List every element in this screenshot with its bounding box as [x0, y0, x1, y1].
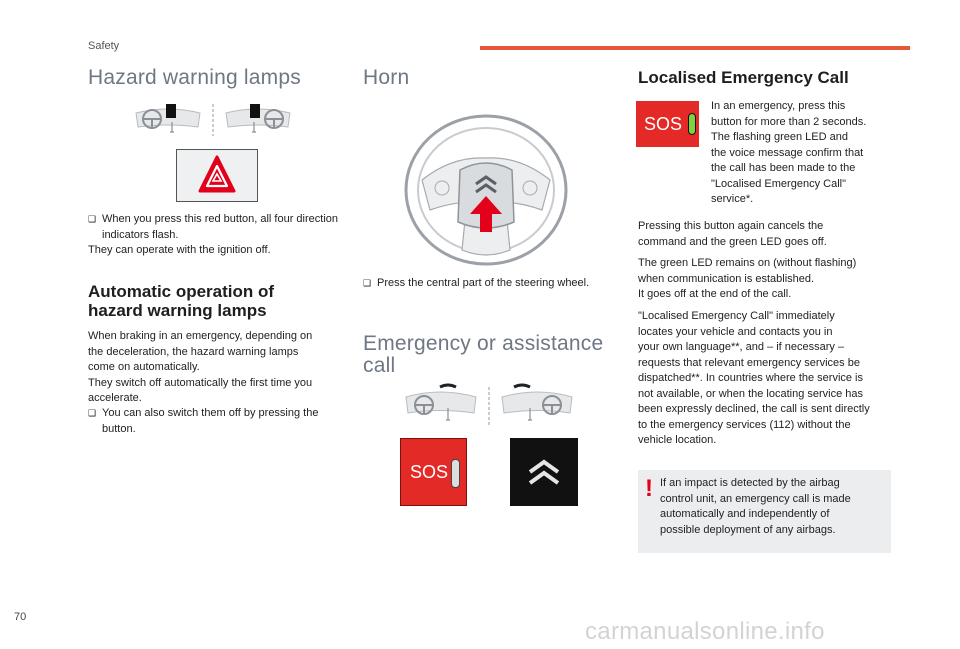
bullet-mark-icon: ❑	[363, 278, 372, 288]
horn-title: Horn	[363, 66, 410, 89]
text-line: not available, or when the locating service has	[638, 387, 864, 400]
page-number: 70	[14, 611, 27, 623]
text-line: dispatched**. In countries where the service is	[638, 372, 864, 384]
localised-sos-label: SOS	[644, 114, 683, 134]
hazard-title: Hazard warning lamps	[88, 66, 301, 89]
text-line: been expressly declined, the call is sent directly	[638, 403, 870, 415]
text-line: come on automatically.	[88, 361, 200, 373]
text-line: service*.	[711, 193, 754, 205]
horn-bullet-text: Press the central part of the steering wheel.	[377, 277, 590, 289]
text-line: the call has been made to the	[711, 162, 856, 174]
auto-hazard-bullet-text: You can also switch them off by pressing the button.	[102, 407, 319, 435]
text-line: control unit, an emergency call is made	[660, 492, 851, 505]
text-line: your own language**, and – if necessary –	[638, 341, 845, 353]
text-line: when communication is established.	[638, 272, 815, 285]
section-label: Safety	[88, 40, 120, 52]
text-line: It goes off at the end of the call.	[638, 288, 792, 300]
text-line: Pressing this button again cancels the	[638, 220, 824, 232]
localised-sos-button	[636, 101, 699, 147]
auto-hazard-title-line2: hazard warning lamps	[88, 301, 267, 320]
header-accent-bar	[480, 46, 910, 50]
hazard-button-illustration	[176, 149, 258, 202]
text-line: When braking in an emergency, depending on	[88, 330, 313, 342]
horn-bullet	[363, 276, 627, 292]
text-line: locates your vehicle and contacts you in	[638, 325, 833, 338]
text-line: They switch off automatically the first time you	[88, 376, 313, 389]
text-line: In an emergency, press this	[711, 100, 846, 112]
hazard-bullet-text: When you press this red button, all four direction indicators flash.	[102, 213, 339, 241]
sos-label: SOS	[410, 462, 449, 482]
text-line: the deceleration, the hazard warning lamps	[88, 345, 299, 358]
emergency-title-line2: call	[363, 354, 396, 377]
text-line: The green LED remains on (without flashing)	[638, 257, 857, 269]
emergency-location-illustration	[400, 383, 578, 429]
text-line: The flashing green LED and	[711, 131, 848, 143]
localised-title: Localised Emergency Call	[638, 68, 849, 87]
auto-hazard-title	[88, 282, 338, 320]
text-line: "Localised Emergency Call"	[711, 177, 846, 190]
airbag-warning-text	[660, 476, 884, 538]
text-line: "Localised Emergency Call" immediately	[638, 310, 835, 322]
text-line: the voice message confirm that	[711, 146, 864, 159]
emergency-title-line1: Emergency or assistance	[363, 332, 604, 355]
watermark: carmanualsonline.info	[585, 618, 825, 645]
sos-led	[451, 459, 460, 488]
hazard-location-illustration	[128, 100, 298, 140]
text-line: possible deployment of any airbags.	[660, 523, 836, 536]
assistance-button-illustration	[510, 438, 578, 506]
hazard-bullet	[88, 212, 342, 243]
horn-steering-wheel-illustration	[402, 110, 570, 266]
text-line: accelerate.	[88, 392, 142, 404]
text-line: If an impact is detected by the airbag	[660, 477, 840, 489]
text-line: command and the green LED goes off.	[638, 235, 827, 248]
airbag-warning-box	[638, 470, 891, 553]
localised-led-paragraph	[638, 256, 903, 303]
text-line: vehicle location.	[638, 434, 717, 446]
auto-hazard-title-line1: Automatic operation of	[88, 282, 275, 301]
text-line: automatically and independently of	[660, 508, 830, 520]
hazard-note: They can operate with the ignition off.	[88, 244, 271, 256]
auto-hazard-bullet	[88, 406, 342, 437]
text-line: to the emergency services (112) without the	[638, 418, 851, 431]
citroen-chevron-icon	[510, 438, 578, 506]
text-line: button for more than 2 seconds.	[711, 115, 867, 128]
green-led	[688, 113, 696, 135]
auto-hazard-paragraph	[88, 329, 348, 407]
bullet-mark-icon: ❑	[88, 214, 97, 224]
warning-exclamation-icon: !	[645, 475, 653, 502]
localised-service-paragraph	[638, 309, 903, 449]
bullet-mark-icon: ❑	[88, 408, 97, 418]
emergency-title	[363, 333, 603, 377]
sos-button-illustration	[400, 438, 467, 506]
text-line: requests that relevant emergency services be	[638, 356, 860, 369]
localised-intro	[711, 99, 901, 208]
localised-cancel-paragraph	[638, 219, 903, 250]
